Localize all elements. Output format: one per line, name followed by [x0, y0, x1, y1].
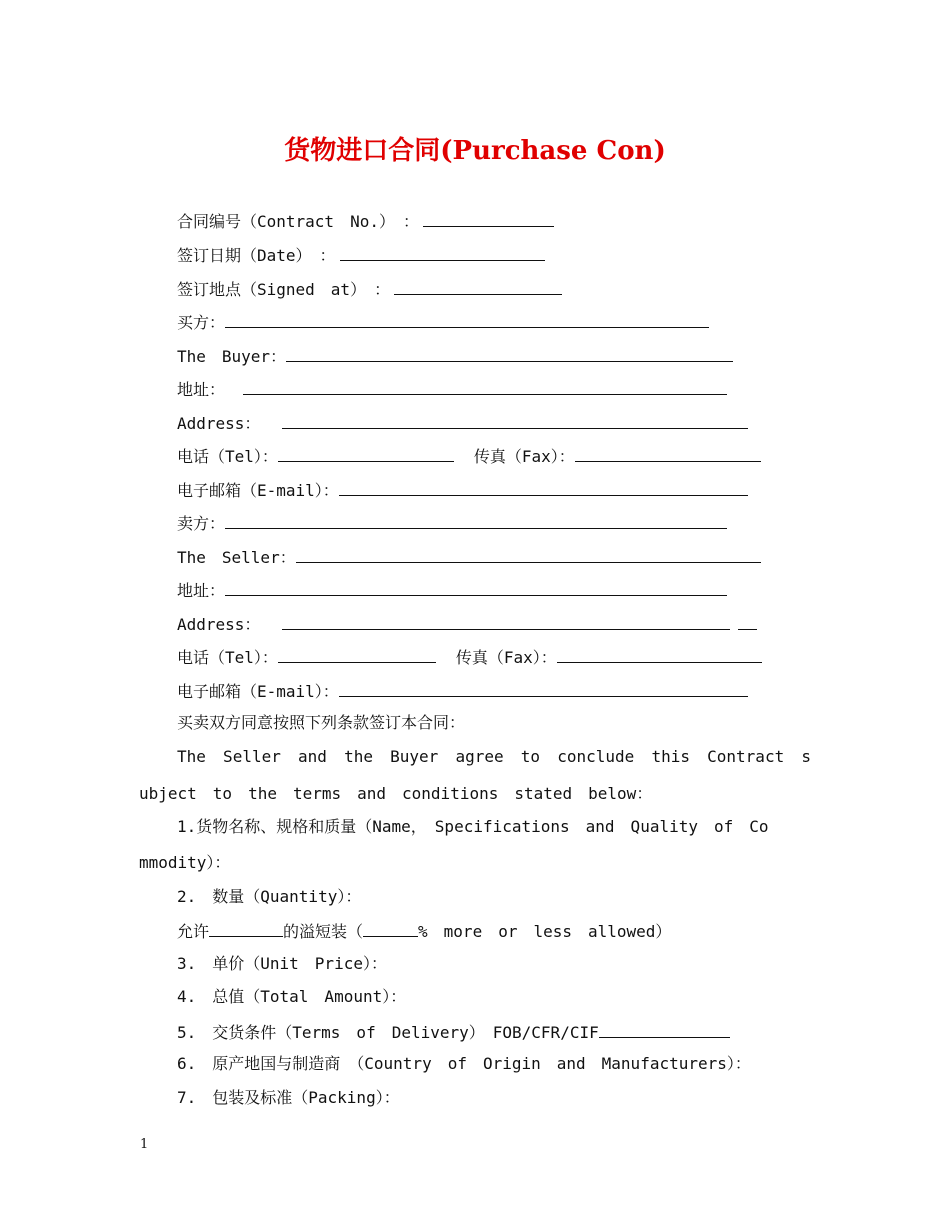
signed-at-blank: [394, 277, 562, 295]
seller-fax-blank: [557, 645, 762, 663]
buyer-en-label: The Buyer：: [177, 347, 287, 366]
seller-address-en-label: Address：: [177, 615, 261, 634]
buyer-fax-blank: [575, 444, 761, 462]
item1-line2: mmodity）：: [139, 853, 231, 872]
item5-delivery: 5. 交货条件（Terms of Delivery） FOB/CFR/CIF: [177, 1023, 599, 1042]
seller-en-blank: [296, 545, 761, 563]
seller-address-en-blank-tail: [738, 612, 757, 630]
buyer-en-row: [177, 344, 733, 368]
seller-cn-row: [177, 511, 727, 535]
seller-tel-blank: [278, 645, 436, 663]
seller-email-label: 电子邮箱（E-mail）：: [177, 682, 339, 701]
item1-line1: 1.货物名称、规格和质量（Name， Specifications and Quality of Co: [177, 817, 769, 836]
buyer-cn-blank: [225, 310, 709, 328]
buyer-en-blank: [286, 344, 733, 362]
buyer-tel-label: 电话（Tel）：: [177, 447, 278, 466]
contract-no-row: [177, 209, 554, 233]
allow-suffix: % more or less allowed）: [418, 922, 672, 941]
seller-en-label: The Seller：: [177, 548, 296, 567]
buyer-address-en-label: Address：: [177, 414, 261, 433]
item5-delivery-row: [177, 1020, 730, 1044]
buyer-email-label: 电子邮箱（E-mail）：: [177, 481, 339, 500]
buyer-email-blank: [339, 478, 748, 496]
buyer-address-cn-blank: [243, 377, 727, 395]
buyer-address-cn-label: 地址：: [177, 380, 226, 399]
buyer-email-row: [177, 478, 748, 502]
contract-no-label: 合同编号（Contract No.） ：: [177, 212, 419, 231]
page-number: 1: [140, 1137, 149, 1152]
buyer-cn-label: 买方：: [177, 313, 226, 332]
item7-packing: 7. 包装及标准（Packing）：: [177, 1088, 400, 1107]
item4-total-amount: 4. 总值（Total Amount）：: [177, 987, 407, 1006]
seller-cn-blank: [225, 511, 727, 529]
allow-prefix: 允许: [177, 922, 210, 941]
agree-en-line1: The Seller and the Buyer agree to conclude this Contract s: [177, 747, 811, 766]
allow-percent-blank: [363, 919, 418, 937]
date-row: [177, 243, 545, 267]
item3-unit-price: 3. 单价（Unit Price）：: [177, 954, 387, 973]
date-blank: [340, 243, 545, 261]
signed-at-label: 签订地点（Signed at） ：: [177, 280, 391, 299]
signed-at-row: [177, 277, 562, 301]
seller-en-row: [177, 545, 761, 569]
agree-en-line2: ubject to the terms and conditions stated below：: [139, 784, 653, 803]
delivery-terms-blank: [599, 1020, 730, 1038]
buyer-address-en-row: [177, 411, 748, 435]
seller-address-cn-blank: [225, 578, 727, 596]
seller-fax-label: 传真（Fax）：: [455, 648, 557, 667]
seller-tel-label: 电话（Tel）：: [177, 648, 278, 667]
seller-address-cn-label: 地址：: [177, 581, 226, 600]
item6-origin: 6. 原产地国与制造商 （Country of Origin and Manufacturers）：: [177, 1054, 751, 1073]
buyer-address-cn-row: [177, 377, 727, 401]
buyer-contact-row: [177, 444, 761, 468]
buyer-cn-row: [177, 310, 709, 334]
allow-middle: 的溢短装（: [283, 922, 364, 941]
buyer-fax-label: 传真（Fax）：: [473, 447, 575, 466]
seller-contact-row: [177, 645, 762, 669]
seller-cn-label: 卖方：: [177, 514, 226, 533]
seller-email-row: [177, 679, 748, 703]
date-label: 签订日期（Date） ：: [177, 246, 336, 265]
buyer-tel-blank: [278, 444, 454, 462]
allowance-row: [177, 919, 671, 943]
buyer-address-en-blank: [282, 411, 748, 429]
item2-quantity: 2. 数量（Quantity）：: [177, 887, 362, 906]
allow-qty-blank: [209, 919, 283, 937]
contract-no-blank: [423, 209, 554, 227]
seller-address-cn-row: [177, 578, 727, 602]
agree-cn: 买卖双方同意按照下列条款签订本合同：: [177, 713, 466, 732]
seller-email-blank: [339, 679, 748, 697]
document-title: 货物进口合同(Purchase Con): [284, 136, 666, 166]
seller-address-en-blank: [282, 612, 730, 630]
seller-address-en-row: [177, 612, 757, 636]
